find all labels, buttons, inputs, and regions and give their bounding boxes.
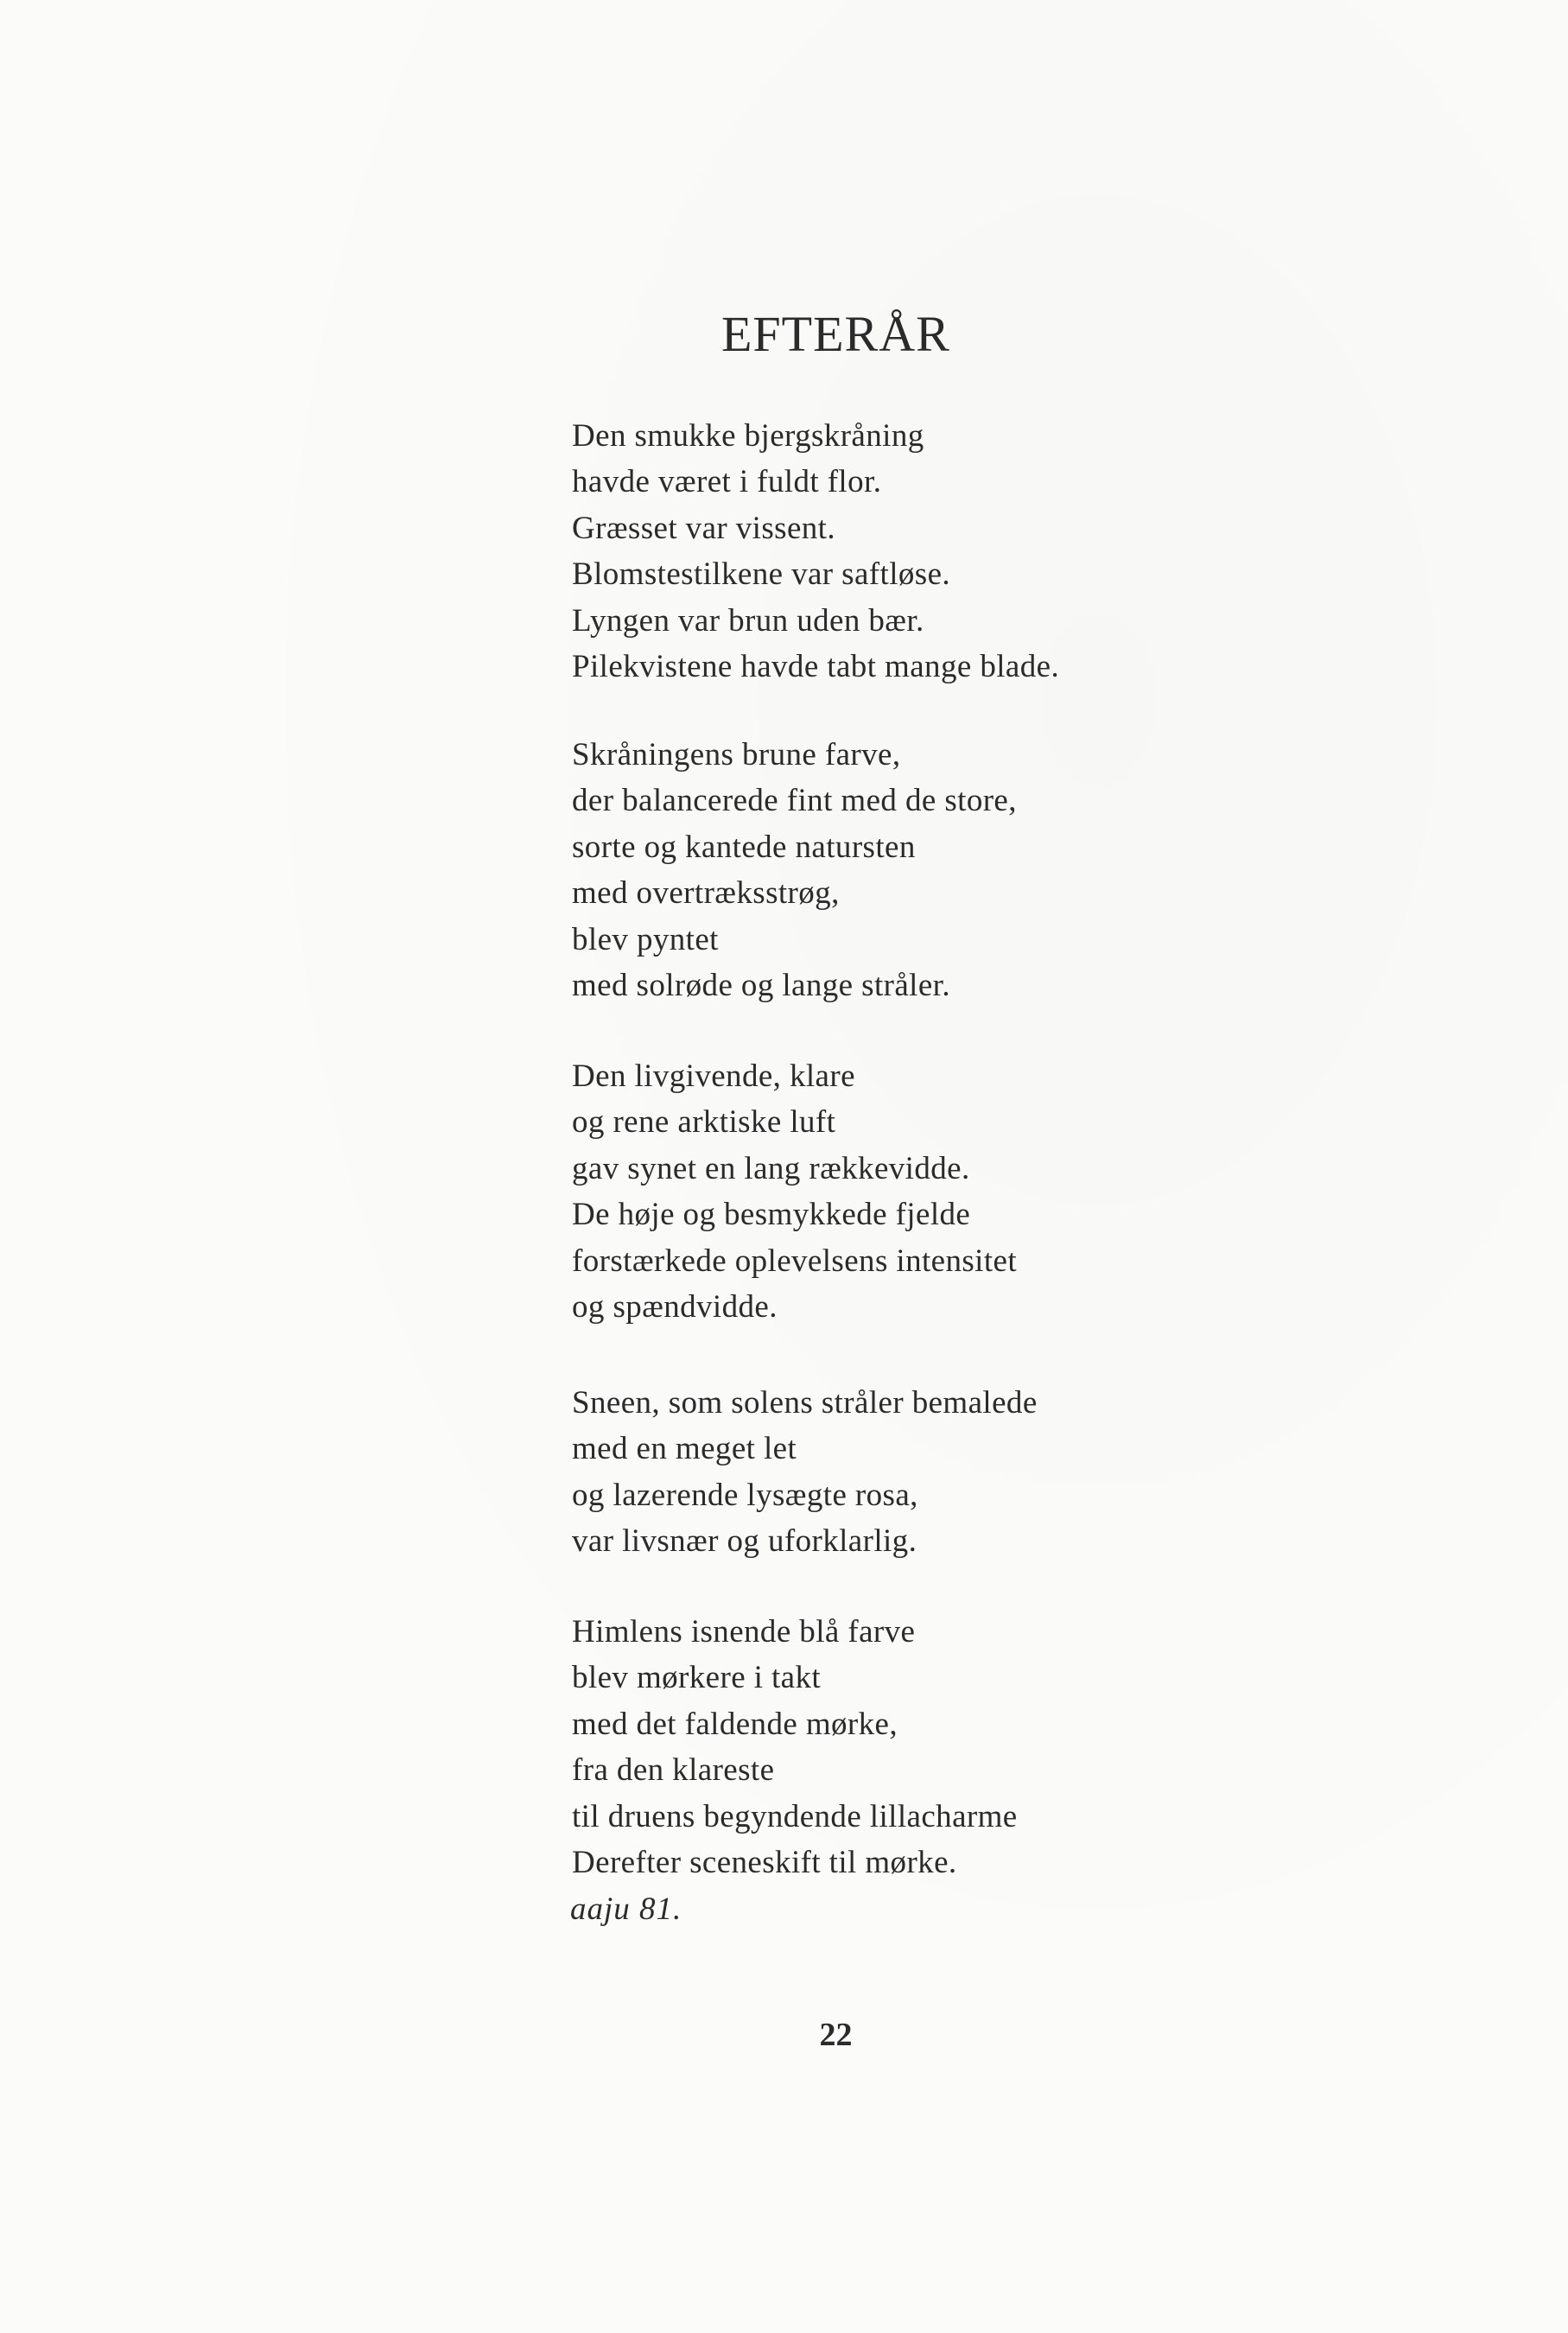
stanza-2 [572, 732, 1017, 1008]
poem-line: Den smukke bjergskråning [572, 418, 924, 454]
poem-line: med solrøde og lange stråler. [572, 968, 951, 1004]
stanza-1 [572, 413, 1059, 690]
page-number: 22 [819, 2017, 853, 2053]
stanza-5 [572, 1609, 1018, 1885]
poem-line: blev pyntet [572, 921, 719, 957]
poem-line: til druens begyndende lillacharme [572, 1798, 1018, 1834]
poem-line: Den livgivende, klare [572, 1058, 855, 1094]
poem-line: og spændvidde. [572, 1289, 778, 1325]
poem-line: var livsnær og uforklarlig. [572, 1523, 917, 1560]
poem-line: med det faldende mørke, [572, 1706, 898, 1742]
poem-line: sorte og kantede natursten [572, 829, 916, 865]
poem-line: Græsset var vissent. [572, 510, 835, 546]
poem-line: Skråningens brune farve, [572, 737, 901, 772]
poem-line: Himlens isnende blå farve [572, 1614, 916, 1650]
poem-line: gav synet en lang rækkevidde. [572, 1150, 970, 1186]
poem-line: Lyngen var brun uden bær. [572, 602, 924, 639]
poem-line: De høje og besmykkede fjelde [572, 1197, 971, 1233]
poem-line: Blomstestilkene var saftløse. [572, 556, 951, 593]
poem-line: fra den klareste [572, 1752, 775, 1789]
poem-line: med en meget let [572, 1431, 797, 1467]
stanza-3 [572, 1053, 1017, 1330]
stanza-4 [572, 1380, 1038, 1565]
poem-line: forstærkede oplevelsens intensitet [572, 1243, 1018, 1279]
poem-line: havde været i fuldt flor. [572, 464, 882, 500]
poem-title: EFTERÅR [721, 306, 950, 362]
poem-line: Pilekvistene havde tabt mange blade. [572, 649, 1060, 685]
poem-line: Sneen, som solens stråler bemalede [572, 1385, 1038, 1421]
poem-line: med overtræksstrøg, [572, 875, 840, 912]
author-signature: aaju 81. [570, 1891, 682, 1927]
poem-line: Derefter sceneskift til mørke. [572, 1845, 957, 1881]
poem-line: og rene arktiske luft [572, 1104, 836, 1141]
poem-line: og lazerende lysægte rosa, [572, 1477, 918, 1513]
poem-line: blev mørkere i takt [572, 1660, 822, 1696]
poem-line: der balancerede fint med de store, [572, 783, 1017, 819]
